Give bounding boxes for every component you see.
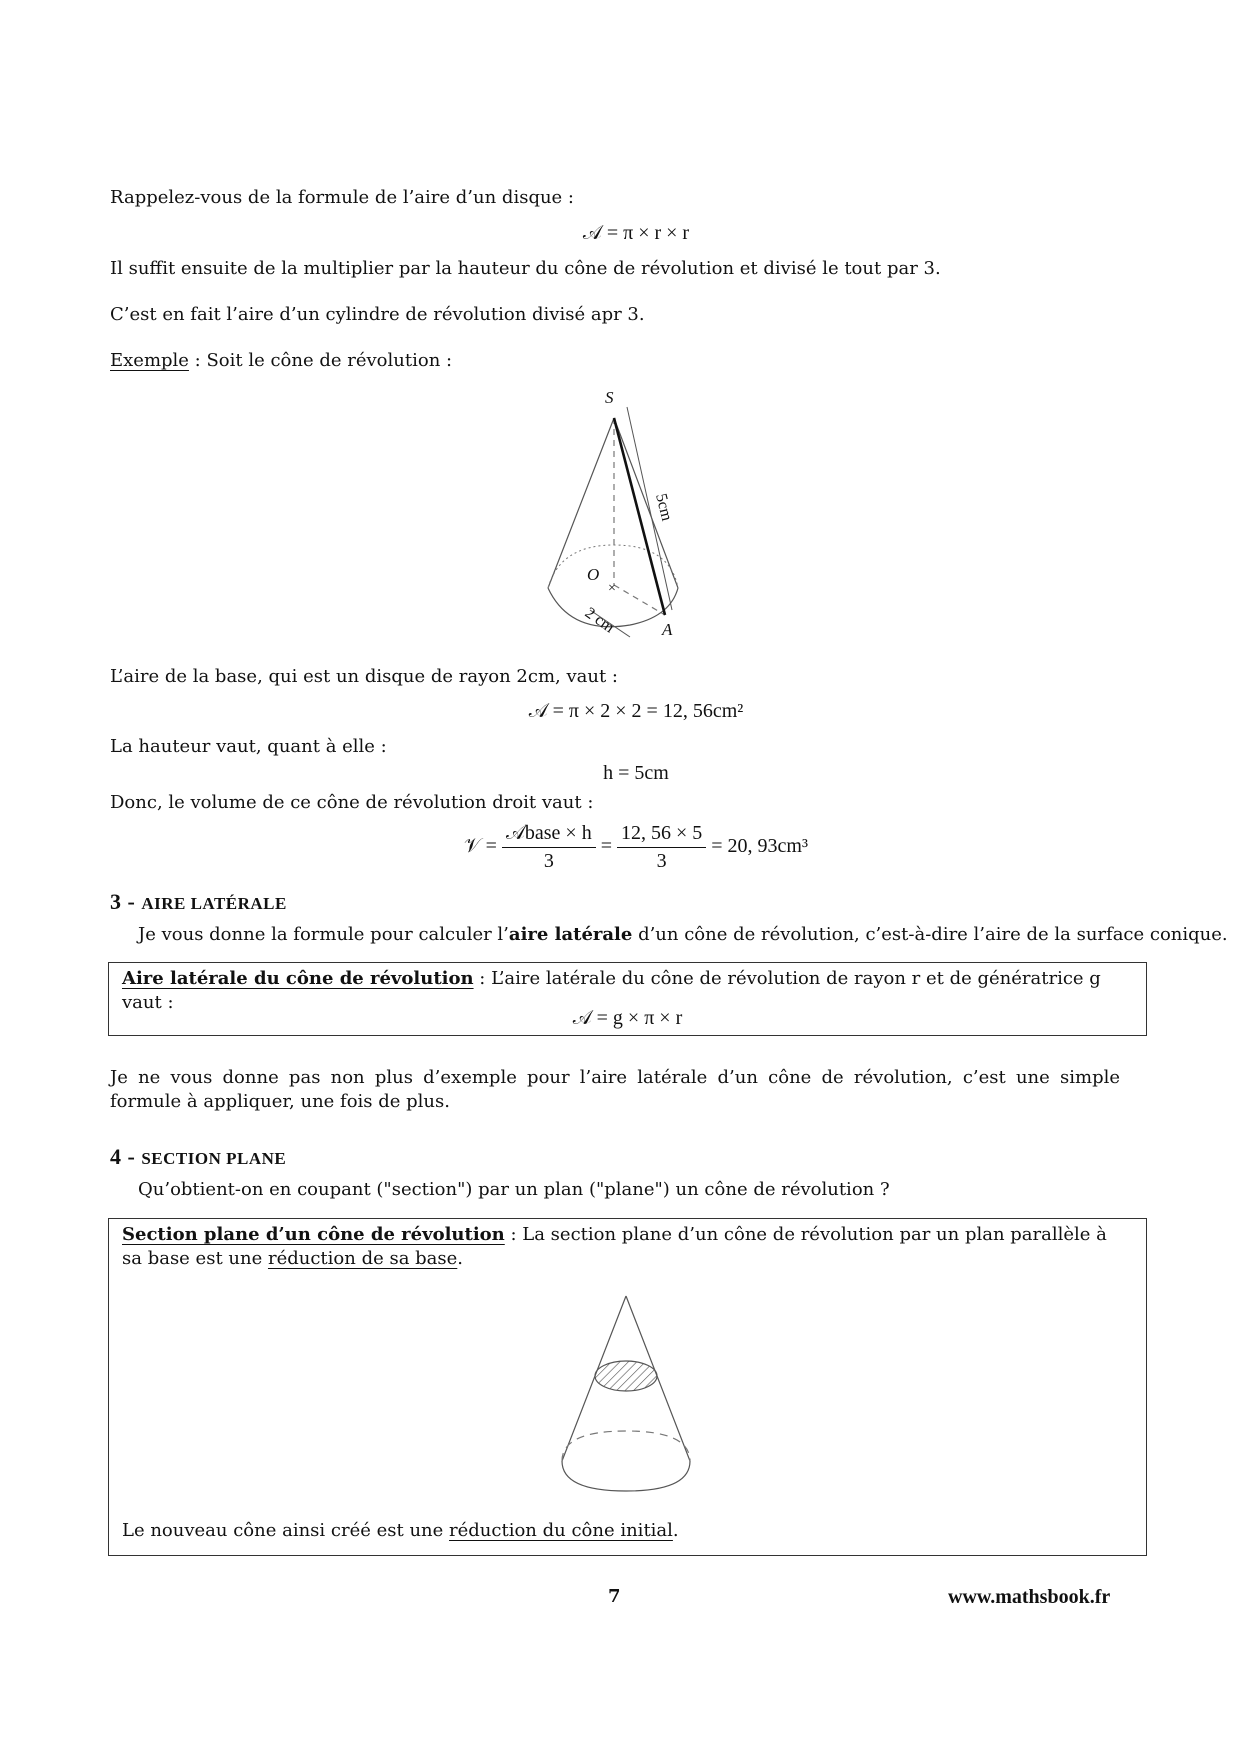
section-4-number: 4 - [110, 1144, 136, 1169]
section-3-intro-after: d’un cône de révolution, c’est-à-dire l’aire de la surface conique. [632, 924, 1228, 945]
volume-fraction-1 [502, 820, 596, 875]
section-hatched-disk [595, 1361, 657, 1391]
section-3-intro-bold: aire latérale [508, 924, 633, 945]
volume-fraction-2 [617, 820, 706, 875]
plane-section-link: réduction de sa base [267, 1248, 458, 1270]
base-area-text: L’aire de la base, qui est un disque de rayon 2cm, vaut : [110, 666, 618, 687]
section-cone-figure [546, 1291, 706, 1521]
plane-section-title: Section plane d’un cône de révolution [122, 1224, 505, 1245]
plane-section-text: : La section plane d’un cône de révolution par un plan parallèle à sa base est une [122, 1224, 1107, 1270]
section-3-intro [138, 923, 1228, 947]
section-3-after-text: Je ne vous donne pas non plus d’exemple pour l’aire latérale d’un cône de révolution, c’est une simple formule à appliquer, une fois de plus. [110, 1067, 1120, 1113]
volume-equals: = [600, 835, 612, 858]
section-cone-base-front [562, 1461, 690, 1491]
plane-section-end: . [457, 1248, 464, 1270]
label-O: O [587, 565, 600, 584]
website-url[interactable]: www.mathsbook.fr [948, 1586, 1111, 1608]
lateral-area-formula: 𝒜 = g × π × r [572, 1007, 683, 1029]
section-4-heading [110, 1142, 286, 1172]
height-formula: h = 5cm [603, 762, 669, 784]
plane-section-bottom-before: Le nouveau cône ainsi créé est une [122, 1520, 450, 1541]
section-3-title: AIRE LATÉRALE [141, 894, 287, 913]
base-area-formula: 𝒜 = π × 2 × 2 = 12, 56cm² [528, 700, 744, 722]
section-3-heading [110, 887, 287, 917]
label-2cm: 2 cm [581, 604, 618, 637]
example-text: : Soit le cône de révolution : [188, 350, 453, 371]
example-label: Exemple [110, 350, 189, 371]
volume-lhs: 𝒱 = [464, 835, 497, 858]
volume-text: Donc, le volume de ce cône de révolution droit vaut : [110, 792, 594, 813]
cone-figure [530, 385, 710, 650]
label-S: S [605, 388, 614, 407]
cone-left-side [548, 418, 614, 588]
plane-section-bottom-link: réduction du cône initial [449, 1520, 673, 1541]
example-intro [110, 349, 452, 373]
plane-section-bottom-end: . [672, 1520, 679, 1541]
volume-rhs: = 20, 93cm³ [711, 835, 808, 858]
lateral-area-box [108, 962, 1147, 1036]
plane-section-bottom-text [122, 1519, 679, 1543]
disk-area-formula: 𝒜 = π × r × r [582, 222, 690, 244]
fraction-2-numerator: 12, 56 × 5 [617, 820, 706, 848]
intro-line-3: C’est en fait l’aire d’un cylindre de révolution divisé apr 3. [110, 304, 645, 325]
height-text: La hauteur vaut, quant à elle : [110, 736, 387, 757]
fraction-1-denominator: 3 [543, 850, 554, 872]
section-3-number: 3 - [110, 889, 136, 914]
volume-formula [110, 820, 1162, 875]
fraction-1-numerator: 𝒜base × h [502, 820, 596, 848]
fraction-2-denominator: 3 [656, 850, 667, 872]
section-3-intro-before: Je vous donne la formule pour calculer l’ [138, 924, 509, 945]
lateral-area-title: Aire latérale du cône de révolution [122, 968, 474, 989]
intro-line-2: Il suffit ensuite de la multiplier par la hauteur du cône de révolution et divisé le tout par 3. [110, 258, 941, 279]
intro-line-1: Rappelez-vous de la formule de l’aire d’un disque : [110, 187, 574, 208]
plane-section-box [108, 1218, 1147, 1556]
lateral-area-text: : L’aire latérale du cône de révolution de rayon r et de génératrice g vaut : [122, 968, 1101, 1014]
section-4-title: SECTION PLANE [141, 1149, 287, 1168]
label-5cm: 5cm [652, 491, 676, 523]
plane-section-definition [122, 1223, 1132, 1272]
section-4-intro: Qu’obtient-on en coupant ("section") par un plan ("plane") un cône de révolution ? [138, 1179, 890, 1200]
section-cone-base-back [562, 1431, 690, 1461]
center-mark: × [608, 581, 616, 596]
page-number: 7 [608, 1586, 621, 1607]
label-A: A [662, 620, 673, 639]
